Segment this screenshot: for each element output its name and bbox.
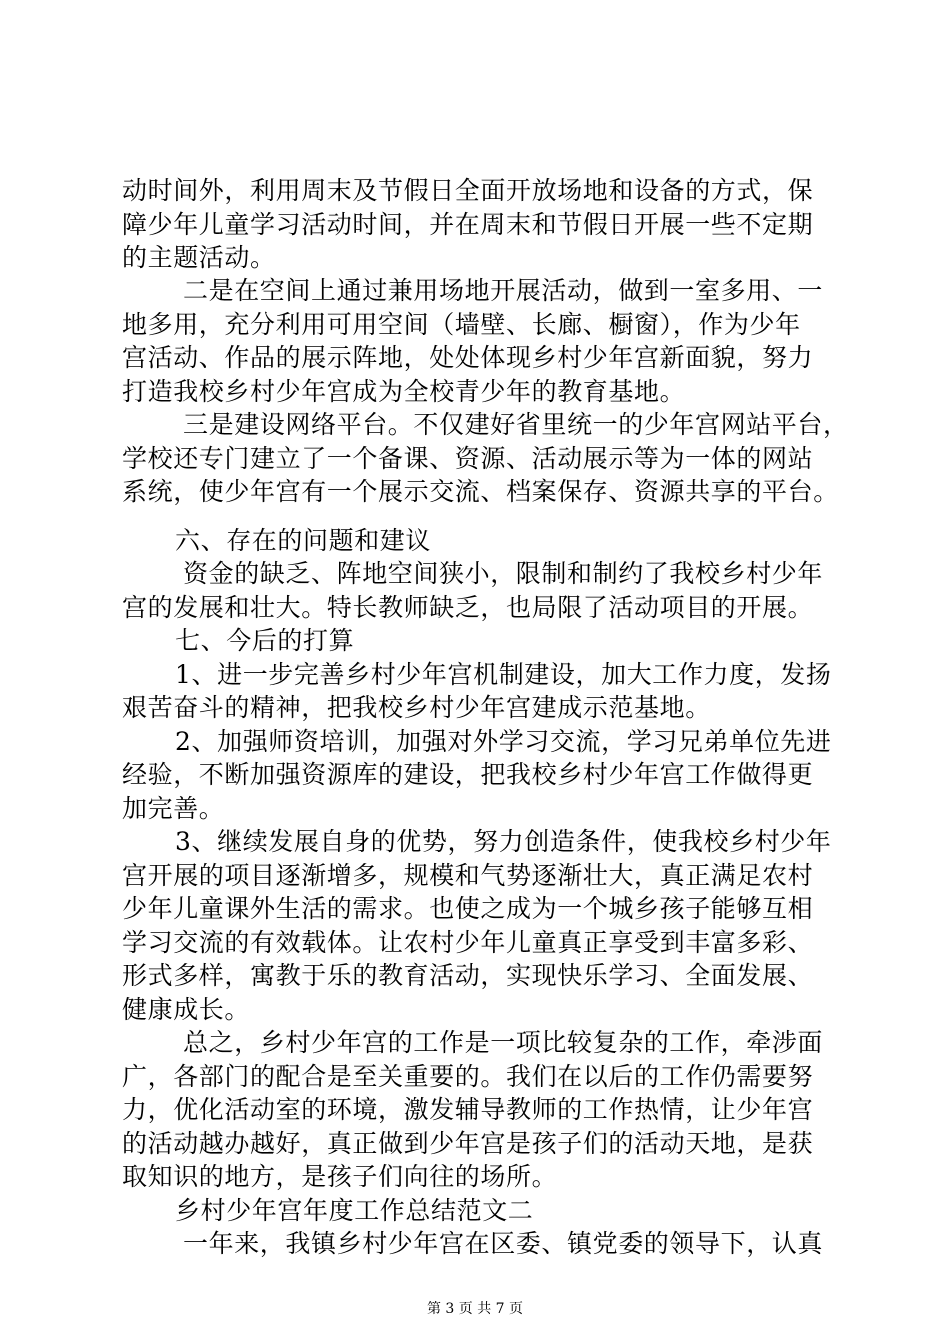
text-line: 学习交流的有效载体。让农村少年儿童真正享受到丰富多彩、 [122, 928, 814, 957]
text-line: 健康成长。 [122, 995, 251, 1024]
text-line: 一年来，我镇乡村少年宫在区委、镇党委的领导下，认真 [183, 1229, 824, 1258]
text-line: 宫的发展和壮大。特长教师缺乏，也局限了活动项目的开展。 [122, 593, 814, 622]
section-heading: 七、今后的打算 [175, 626, 355, 655]
text-line: 取知识的地方，是孩子们向往的场所。 [122, 1162, 558, 1191]
section-heading: 六、存在的问题和建议 [175, 526, 432, 555]
text-line: 力，优化活动室的环境，激发辅导教师的工作热情，让少年宫 [122, 1095, 814, 1124]
text-line: 动时间外，利用周末及节假日全面开放场地和设备的方式，保 [122, 176, 814, 205]
text-line: 三是建设网络平台。不仅建好省里统一的少年宫网站平台， [183, 410, 849, 439]
text-line: 资金的缺乏、阵地空间狭小，限制和制约了我校乡村少年 [183, 559, 824, 588]
text-line: 总之，乡村少年宫的工作是一项比较复杂的工作，牵涉面 [183, 1028, 824, 1057]
text-line: 障少年儿童学习活动时间，并在周末和节假日开展一些不定期 [122, 210, 814, 239]
text-line: 2、加强师资培训，加强对外学习交流，学习兄弟单位先进 [175, 727, 832, 756]
page-number: 第 3 页 共 7 页 [426, 1301, 524, 1317]
text-line: 的活动越办越好，真正做到少年宫是孩子们的活动天地，是获 [122, 1129, 814, 1158]
text-line: 3、继续发展自身的优势，努力创造条件，使我校乡村少年 [175, 827, 832, 856]
text-line: 地多用，充分利用可用空间（墙壁、长廊、橱窗），作为少年 [122, 310, 801, 339]
text-line: 艰苦奋斗的精神，把我校乡村少年宫建成示范基地。 [122, 693, 711, 722]
text-line: 广，各部门的配合是至关重要的。我们在以后的工作仍需要努 [122, 1062, 814, 1091]
text-line: 加完善。 [122, 794, 225, 823]
text-line: 系统，使少年宫有一个展示交流、档案保存、资源共享的平台。 [122, 477, 839, 506]
text-line: 1、进一步完善乡村少年宫机制建设，加大工作力度，发扬 [175, 660, 832, 689]
text-line: 宫开展的项目逐渐增多，规模和气势逐渐壮大，真正满足农村 [122, 861, 814, 890]
section-heading: 乡村少年宫年度工作总结范文二 [175, 1196, 534, 1225]
text-line: 少年儿童课外生活的需求。也使之成为一个城乡孩子能够互相 [122, 894, 814, 923]
text-line: 二是在空间上通过兼用场地开展活动，做到一室多用、一 [183, 276, 824, 305]
text-line: 宫活动、作品的展示阵地，处处体现乡村少年宫新面貌，努力 [122, 343, 814, 372]
text-line: 打造我校乡村少年宫成为全校青少年的教育基地。 [122, 377, 686, 406]
text-line: 形式多样，寓教于乐的教育活动，实现快乐学习、全面发展、 [122, 961, 814, 990]
text-line: 的主题活动。 [122, 243, 276, 272]
text-line: 经验，不断加强资源库的建设，把我校乡村少年宫工作做得更 [122, 760, 814, 789]
text-line: 学校还专门建立了一个备课、资源、活动展示等为一体的网站 [122, 444, 814, 473]
